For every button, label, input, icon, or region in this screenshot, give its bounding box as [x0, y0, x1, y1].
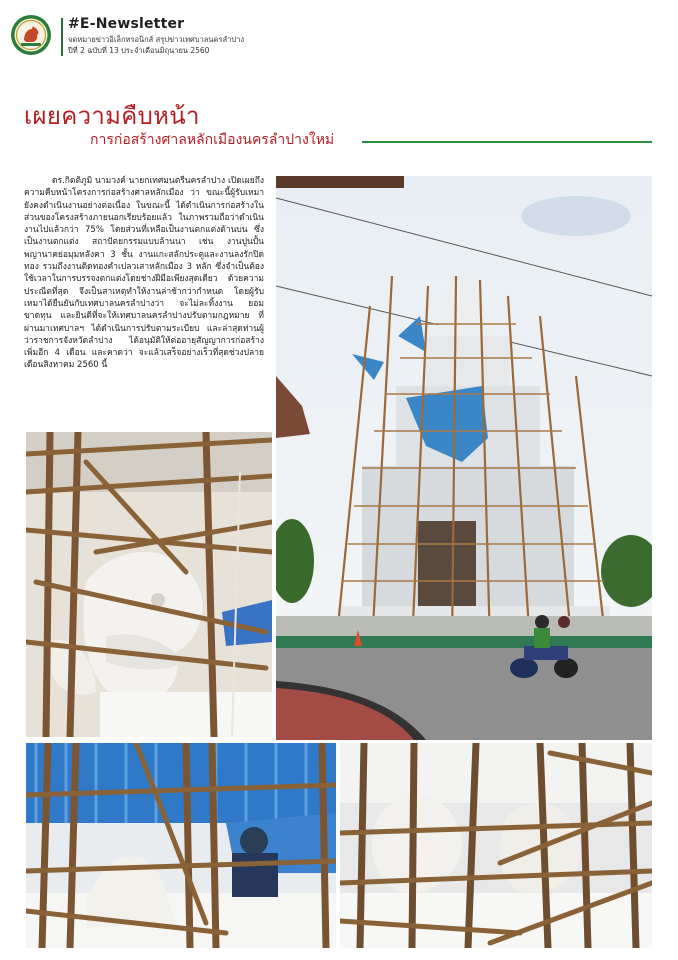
naga-sculpture-photo — [26, 432, 272, 737]
article-body: ดร.กิตติภูมิ นามวงค์ นายกเทศมนตรีนครลำปาง เปิดเผยถึงความคืบหน้าโครงการก่อสร้างศาลหลักเมือง ว่า ขณะนี้ผู้รับเหมายังคงดำเนินงานอย่างต่อเนื่อง ในขณะนี้ ได้ดำเนินการก่อสร้างในส่วนของโครงสร้างภายนอกเรียบร้อยแล้ว ในภาพรวมถือว่าดำเนินงานไปแล้วกว่า 75% โดยส่วนที่เหลือเป็นงานตกแต่งด้านบน ซึ่งเป็นงานตกแต่ง สถาปัตยกรรมแบบล้านนา เช่น งานปูนปั้นพญานาคย่อมุมหลังคา 3 ชั้น งานแกะสลักประตูและงานลงรักปิดทอง รวมถึงงานติดทองคำเปลวเสาหลักเมือง 3 หลัก ซึ่งจำเป็นต้องใช้เวลาในการบรรจงตกแต่งโดยช่างฝีมือเพียงสุดเดียว ด้วยความประณีตที่สุด จึงเป็นสาเหตุทำให้งานล่าช้ากว่ากำหนด โดยผู้รับเหมาได้ยืนยันกับเทศบาลนครลำปางว่า จะไม่ละทิ้งงาน ยอมขาดทุน และยินดีที่จะให้เทศบาลนครลำปางปรับตามกฎหมาย ที่ผ่านมาเทศบาลฯ ได้ดำเนินการปรับตามระเบียบ และล่าสุดท่านผู้ว่าราชการจังหวัดลำปาง ได้อนุมัติให้ต่ออายุสัญญาการก่อสร้างเพิ่มอีก 4 เดือน และคาดว่า จะแล้วเสร็จอย่างเร็วที่สุดช่วงปลายเดือนสิงหาคม 2560 นี้ — [24, 176, 264, 371]
municipality-seal-logo-icon — [10, 14, 52, 56]
shrine-construction-photo — [276, 176, 652, 740]
naga-statues-scaffolding-photo — [340, 743, 652, 948]
newsletter-title: #E-Newsletter — [68, 16, 185, 32]
header-divider — [61, 18, 63, 56]
newsletter-header — [0, 0, 678, 64]
subheading-rule — [362, 141, 652, 143]
newsletter-subtitle: จดหมายข่าวอิเล็กทรอนิกส์ สรุปข่าวเทศบาลนครลำปาง — [68, 35, 244, 44]
worker-scaffolding-photo — [26, 743, 336, 948]
article-heading: เผยความคืบหน้า — [24, 102, 200, 130]
newsletter-issue-info: ปีที่ 2 ฉบับที่ 13 ประจำเดือนมิถุนายน 2560 — [68, 46, 210, 55]
article-subheading: การก่อสร้างศาลหลักเมืองนครลำปางใหม่ — [90, 132, 335, 148]
